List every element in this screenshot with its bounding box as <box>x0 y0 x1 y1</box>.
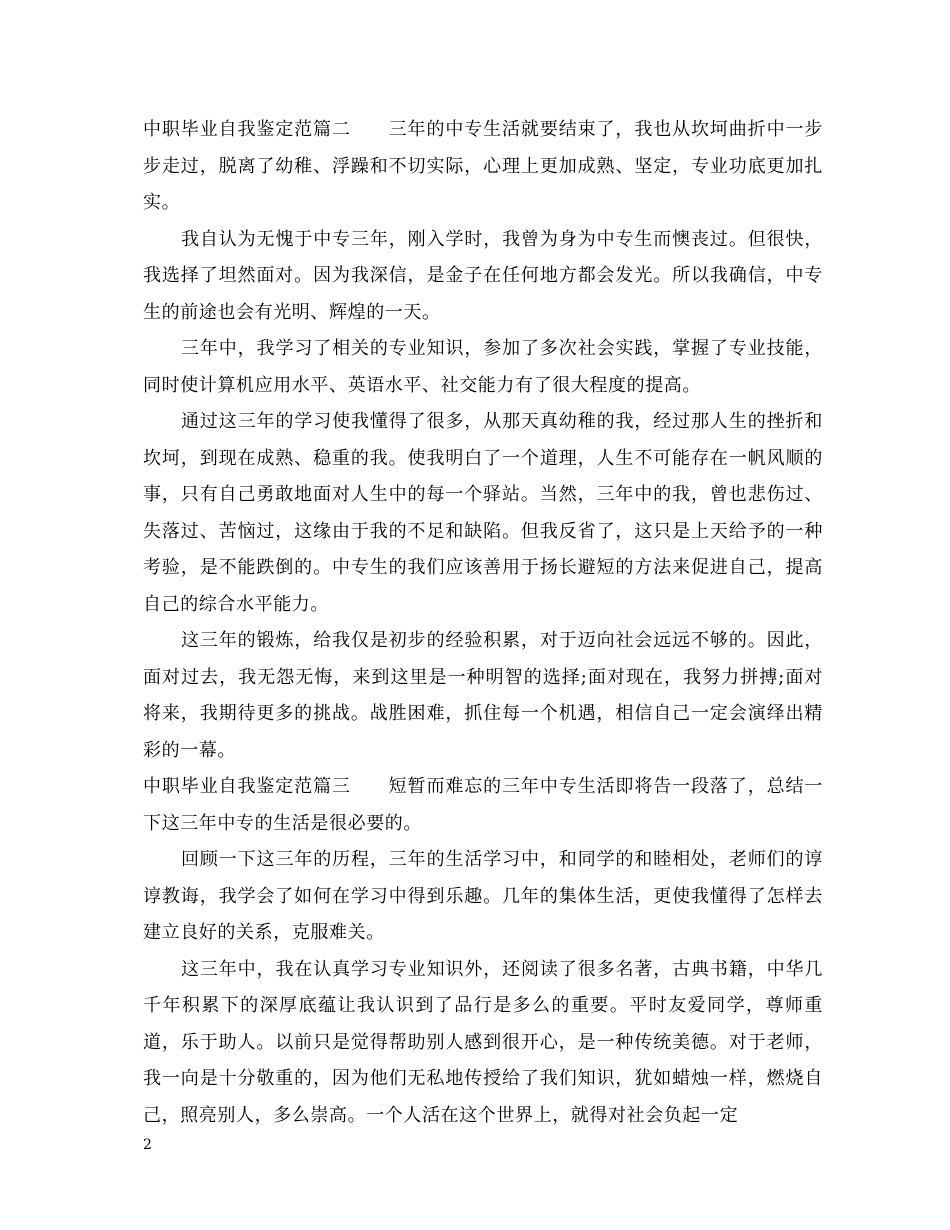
paragraph: 我自认为无愧于中专三年，刚入学时，我曾为身为中专生而懊丧过。但很快，我选择了坦然面对。因为我深信，是金子在任何地方都会发光。所以我确信，中专生的前途也会有光明、辉煌的一天。 <box>143 228 823 323</box>
body-text <box>143 112 823 1134</box>
paragraph: 这三年中，我在认真学习专业知识外，还阅读了很多名著，古典书籍，中华几千年积累下的深厚底蕴让我认识到了品行是多么的重要。平时友爱同学，尊师重道，乐于助人。以前只是觉得帮助别人感到很开心，是一种传统美德。对于老师，我一向是十分敬重的，因为他们无私地传授给了我们知识，犹如蜡烛一样，燃烧自己，照亮别人，多么崇高。一个人活在这个世界上，就得对社会负起一定 <box>143 958 823 1126</box>
paragraph: 通过这三年的学习使我懂得了很多，从那天真幼稚的我，经过那人生的挫折和坎坷，到现在成熟、稳重的我。使我明白了一个道理，人生不可能存在一帆风顺的事，只有自己勇敢地面对人生中的每一个驿站。当然，三年中的我，曾也悲伤过、失落过、苦恼过，这缘由于我的不足和缺陷。但我反省了，这只是上天给予的一种考验，是不能跌倒的。中专生的我们应该善用于扬长避短的方法来促进自己，提高自己的综合水平能力。 <box>143 411 823 615</box>
paragraph-heading-part-three: 中职毕业自我鉴定范篇三 短暂而难忘的三年中专生活即将告一段落了，总结一下这三年中专的生活是很必要的。 <box>143 776 823 834</box>
paragraph-heading-part-two: 中职毕业自我鉴定范篇二 三年的中专生活就要结束了，我也从坎坷曲折中一步步走过，脱离了幼稚、浮躁和不切实际，心理上更加成熟、坚定，专业功底更加扎实。 <box>143 119 823 213</box>
paragraph: 三年中，我学习了相关的专业知识，参加了多次社会实践，掌握了专业技能，同时使计算机应用水平、英语水平、社交能力有了很大程度的提高。 <box>143 338 823 396</box>
paragraph: 回顾一下这三年的历程，三年的生活学习中，和同学的和睦相处，老师们的谆谆教诲，我学会了如何在学习中得到乐趣。几年的集体生活，更使我懂得了怎样去建立良好的关系，克服难关。 <box>143 849 823 943</box>
page-number: 2 <box>143 1137 152 1153</box>
paragraph: 这三年的锻炼，给我仅是初步的经验积累，对于迈向社会远远不够的。因此，面对过去，我无怨无悔，来到这里是一种明智的选择;面对现在，我努力拼搏;面对将来，我期待更多的挑战。战胜困难，抓住每一个机遇，相信自己一定会演绎出精彩的一幕。 <box>143 630 823 761</box>
